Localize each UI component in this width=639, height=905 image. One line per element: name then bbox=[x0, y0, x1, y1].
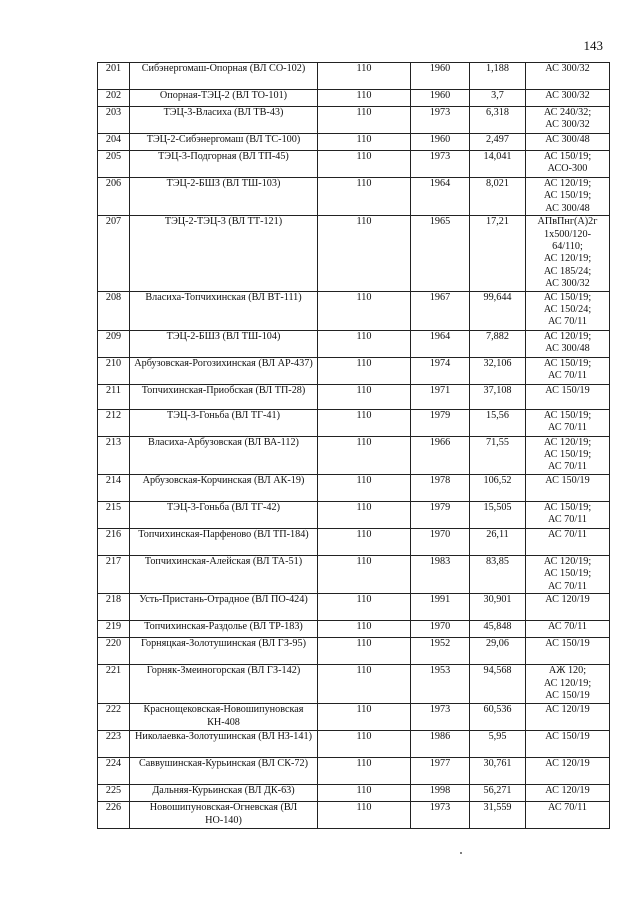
wire-brand: АС 120/19; АС 150/19; АС 70/11 bbox=[526, 555, 610, 593]
page-number: 143 bbox=[583, 38, 603, 53]
wire-brand: АС 70/11 bbox=[526, 621, 610, 638]
line-length-km: 56,271 bbox=[470, 785, 526, 802]
line-name: Топчихинская-Приобская (ВЛ ТП-28) bbox=[130, 384, 318, 409]
wire-brand: АС 150/19 bbox=[526, 384, 610, 409]
voltage-kv: 110 bbox=[318, 409, 411, 436]
row-number: 213 bbox=[98, 436, 130, 474]
wire-brand: АПвПнг(А)2г 1х500/120- 64/110; АС 120/19; АС 185/24; АС 300/32 bbox=[526, 216, 610, 291]
line-length-km: 83,85 bbox=[470, 555, 526, 593]
wire-brand: АС 120/19 bbox=[526, 785, 610, 802]
voltage-kv: 110 bbox=[318, 330, 411, 357]
voltage-kv: 110 bbox=[318, 436, 411, 474]
voltage-kv: 110 bbox=[318, 594, 411, 621]
commission-year: 1978 bbox=[411, 474, 470, 501]
line-name: ТЭЦ-2-Сибэнергомаш (ВЛ ТС-100) bbox=[130, 134, 318, 151]
voltage-kv: 110 bbox=[318, 501, 411, 528]
table-row bbox=[98, 330, 610, 357]
power-lines-table bbox=[97, 62, 610, 829]
line-name: Горняк-Змеиногорская (ВЛ ГЗ-142) bbox=[130, 665, 318, 704]
row-number: 202 bbox=[98, 90, 130, 107]
commission-year: 1971 bbox=[411, 384, 470, 409]
commission-year: 1979 bbox=[411, 409, 470, 436]
line-length-km: 106,52 bbox=[470, 474, 526, 501]
row-number: 206 bbox=[98, 178, 130, 216]
table-row bbox=[98, 151, 610, 178]
line-name: Власиха-Топчихинская (ВЛ ВТ-111) bbox=[130, 291, 318, 330]
row-number: 205 bbox=[98, 151, 130, 178]
line-name: ТЭЦ-3-Гоньба (ВЛ ТГ-42) bbox=[130, 501, 318, 528]
line-length-km: 14,041 bbox=[470, 151, 526, 178]
table-row bbox=[98, 555, 610, 593]
table-row bbox=[98, 178, 610, 216]
table-row bbox=[98, 594, 610, 621]
wire-brand: АС 120/19; АС 150/19; АС 300/48 bbox=[526, 178, 610, 216]
line-length-km: 17,21 bbox=[470, 216, 526, 291]
line-length-km: 71,55 bbox=[470, 436, 526, 474]
wire-brand: АС 120/19 bbox=[526, 594, 610, 621]
row-number: 215 bbox=[98, 501, 130, 528]
table-row bbox=[98, 384, 610, 409]
wire-brand: АС 120/19; АС 150/19; АС 70/11 bbox=[526, 436, 610, 474]
line-name: Сибэнергомаш-Опорная (ВЛ СО-102) bbox=[130, 63, 318, 90]
wire-brand: АС 300/32 bbox=[526, 90, 610, 107]
voltage-kv: 110 bbox=[318, 731, 411, 758]
row-number: 226 bbox=[98, 802, 130, 829]
row-number: 219 bbox=[98, 621, 130, 638]
line-name: Топчихинская-Алейская (ВЛ ТА-51) bbox=[130, 555, 318, 593]
row-number: 224 bbox=[98, 758, 130, 785]
row-number: 214 bbox=[98, 474, 130, 501]
table-row bbox=[98, 802, 610, 829]
commission-year: 1970 bbox=[411, 528, 470, 555]
line-length-km: 30,761 bbox=[470, 758, 526, 785]
voltage-kv: 110 bbox=[318, 107, 411, 134]
commission-year: 1974 bbox=[411, 357, 470, 384]
row-number: 211 bbox=[98, 384, 130, 409]
table-row bbox=[98, 409, 610, 436]
wire-brand: АС 150/19; АС 70/11 bbox=[526, 409, 610, 436]
line-length-km: 6,318 bbox=[470, 107, 526, 134]
wire-brand: АС 70/11 bbox=[526, 528, 610, 555]
row-number: 208 bbox=[98, 291, 130, 330]
table-row bbox=[98, 731, 610, 758]
line-length-km: 7,882 bbox=[470, 330, 526, 357]
commission-year: 1953 bbox=[411, 665, 470, 704]
row-number: 207 bbox=[98, 216, 130, 291]
line-length-km: 8,021 bbox=[470, 178, 526, 216]
table-row bbox=[98, 357, 610, 384]
table-row bbox=[98, 638, 610, 665]
line-name: Саввушинская-Курьинская (ВЛ СК-72) bbox=[130, 758, 318, 785]
line-name: Новошипуновская-Огневская (ВЛ НО-140) bbox=[130, 802, 318, 829]
row-number: 216 bbox=[98, 528, 130, 555]
line-length-km: 31,559 bbox=[470, 802, 526, 829]
scan-speck bbox=[460, 852, 462, 854]
table-row bbox=[98, 291, 610, 330]
voltage-kv: 110 bbox=[318, 90, 411, 107]
commission-year: 1991 bbox=[411, 594, 470, 621]
line-length-km: 15,56 bbox=[470, 409, 526, 436]
line-length-km: 29,06 bbox=[470, 638, 526, 665]
row-number: 221 bbox=[98, 665, 130, 704]
commission-year: 1983 bbox=[411, 555, 470, 593]
row-number: 209 bbox=[98, 330, 130, 357]
wire-brand: АС 150/19 bbox=[526, 474, 610, 501]
commission-year: 1973 bbox=[411, 802, 470, 829]
line-length-km: 26,11 bbox=[470, 528, 526, 555]
row-number: 212 bbox=[98, 409, 130, 436]
wire-brand: АС 150/19; АСО-300 bbox=[526, 151, 610, 178]
commission-year: 1970 bbox=[411, 621, 470, 638]
line-name: ТЭЦ-3-Гоньба (ВЛ ТГ-41) bbox=[130, 409, 318, 436]
line-name: Усть-Пристань-Отрадное (ВЛ ПО-424) bbox=[130, 594, 318, 621]
wire-brand: АС 120/19 bbox=[526, 758, 610, 785]
line-length-km: 94,568 bbox=[470, 665, 526, 704]
voltage-kv: 110 bbox=[318, 216, 411, 291]
commission-year: 1960 bbox=[411, 134, 470, 151]
table-row bbox=[98, 474, 610, 501]
wire-brand: АС 120/19; АС 300/48 bbox=[526, 330, 610, 357]
table-row bbox=[98, 501, 610, 528]
row-number: 220 bbox=[98, 638, 130, 665]
line-length-km: 3,7 bbox=[470, 90, 526, 107]
voltage-kv: 110 bbox=[318, 474, 411, 501]
voltage-kv: 110 bbox=[318, 758, 411, 785]
table-row bbox=[98, 90, 610, 107]
table-row bbox=[98, 134, 610, 151]
line-name: Топчихинская-Раздолье (ВЛ ТР-183) bbox=[130, 621, 318, 638]
line-length-km: 15,505 bbox=[470, 501, 526, 528]
row-number: 217 bbox=[98, 555, 130, 593]
table-row bbox=[98, 621, 610, 638]
voltage-kv: 110 bbox=[318, 785, 411, 802]
table-row bbox=[98, 216, 610, 291]
voltage-kv: 110 bbox=[318, 357, 411, 384]
wire-brand: АС 150/19 bbox=[526, 731, 610, 758]
line-name: Горняцкая-Золотушинская (ВЛ ГЗ-95) bbox=[130, 638, 318, 665]
voltage-kv: 110 bbox=[318, 134, 411, 151]
commission-year: 1965 bbox=[411, 216, 470, 291]
wire-brand: АС 120/19 bbox=[526, 704, 610, 731]
voltage-kv: 110 bbox=[318, 291, 411, 330]
wire-brand: АС 240/32; АС 300/32 bbox=[526, 107, 610, 134]
table-row bbox=[98, 758, 610, 785]
line-name: ТЭЦ-3-Власиха (ВЛ ТВ-43) bbox=[130, 107, 318, 134]
voltage-kv: 110 bbox=[318, 63, 411, 90]
line-length-km: 60,536 bbox=[470, 704, 526, 731]
line-name: Топчихинская-Парфеново (ВЛ ТП-184) bbox=[130, 528, 318, 555]
table-body bbox=[98, 63, 610, 829]
line-length-km: 32,106 bbox=[470, 357, 526, 384]
row-number: 218 bbox=[98, 594, 130, 621]
line-name: Арбузовская-Рогозихинская (ВЛ АР-437) bbox=[130, 357, 318, 384]
voltage-kv: 110 bbox=[318, 802, 411, 829]
line-name: Дальняя-Курьинская (ВЛ ДК-63) bbox=[130, 785, 318, 802]
commission-year: 1960 bbox=[411, 63, 470, 90]
commission-year: 1973 bbox=[411, 151, 470, 178]
wire-brand: АС 300/48 bbox=[526, 134, 610, 151]
line-name: ТЭЦ-3-Подгорная (ВЛ ТП-45) bbox=[130, 151, 318, 178]
row-number: 203 bbox=[98, 107, 130, 134]
voltage-kv: 110 bbox=[318, 384, 411, 409]
wire-brand: АЖ 120; АС 120/19; АС 150/19 bbox=[526, 665, 610, 704]
voltage-kv: 110 bbox=[318, 528, 411, 555]
line-length-km: 1,188 bbox=[470, 63, 526, 90]
commission-year: 1973 bbox=[411, 107, 470, 134]
commission-year: 1977 bbox=[411, 758, 470, 785]
commission-year: 1952 bbox=[411, 638, 470, 665]
line-length-km: 30,901 bbox=[470, 594, 526, 621]
commission-year: 1964 bbox=[411, 178, 470, 216]
table-row bbox=[98, 704, 610, 731]
wire-brand: АС 150/19; АС 70/11 bbox=[526, 501, 610, 528]
line-name: Арбузовская-Корчинская (ВЛ АК-19) bbox=[130, 474, 318, 501]
voltage-kv: 110 bbox=[318, 151, 411, 178]
row-number: 225 bbox=[98, 785, 130, 802]
voltage-kv: 110 bbox=[318, 621, 411, 638]
line-name: Опорная-ТЭЦ-2 (ВЛ ТО-101) bbox=[130, 90, 318, 107]
voltage-kv: 110 bbox=[318, 704, 411, 731]
voltage-kv: 110 bbox=[318, 178, 411, 216]
wire-brand: АС 70/11 bbox=[526, 802, 610, 829]
wire-brand: АС 150/19 bbox=[526, 638, 610, 665]
table-row bbox=[98, 63, 610, 90]
line-length-km: 99,644 bbox=[470, 291, 526, 330]
line-name: Краснощековская-Новошипуновская КН-408 bbox=[130, 704, 318, 731]
wire-brand: АС 150/19; АС 70/11 bbox=[526, 357, 610, 384]
table-row bbox=[98, 436, 610, 474]
table-row bbox=[98, 665, 610, 704]
line-name: ТЭЦ-2-БШЗ (ВЛ ТШ-103) bbox=[130, 178, 318, 216]
row-number: 204 bbox=[98, 134, 130, 151]
commission-year: 1973 bbox=[411, 704, 470, 731]
table-row bbox=[98, 107, 610, 134]
voltage-kv: 110 bbox=[318, 555, 411, 593]
row-number: 201 bbox=[98, 63, 130, 90]
voltage-kv: 110 bbox=[318, 638, 411, 665]
line-name: ТЭЦ-2-ТЭЦ-3 (ВЛ ТТ-121) bbox=[130, 216, 318, 291]
commission-year: 1979 bbox=[411, 501, 470, 528]
commission-year: 1960 bbox=[411, 90, 470, 107]
row-number: 222 bbox=[98, 704, 130, 731]
commission-year: 1967 bbox=[411, 291, 470, 330]
voltage-kv: 110 bbox=[318, 665, 411, 704]
table-row bbox=[98, 528, 610, 555]
row-number: 210 bbox=[98, 357, 130, 384]
commission-year: 1964 bbox=[411, 330, 470, 357]
table-row bbox=[98, 785, 610, 802]
line-length-km: 5,95 bbox=[470, 731, 526, 758]
line-name: ТЭЦ-2-БШЗ (ВЛ ТШ-104) bbox=[130, 330, 318, 357]
line-length-km: 45,848 bbox=[470, 621, 526, 638]
wire-brand: АС 300/32 bbox=[526, 63, 610, 90]
line-length-km: 37,108 bbox=[470, 384, 526, 409]
wire-brand: АС 150/19; АС 150/24; АС 70/11 bbox=[526, 291, 610, 330]
line-name: Николаевка-Золотушинская (ВЛ НЗ-141) bbox=[130, 731, 318, 758]
line-name: Власиха-Арбузовская (ВЛ ВА-112) bbox=[130, 436, 318, 474]
line-length-km: 2,497 bbox=[470, 134, 526, 151]
commission-year: 1966 bbox=[411, 436, 470, 474]
row-number: 223 bbox=[98, 731, 130, 758]
commission-year: 1998 bbox=[411, 785, 470, 802]
commission-year: 1986 bbox=[411, 731, 470, 758]
